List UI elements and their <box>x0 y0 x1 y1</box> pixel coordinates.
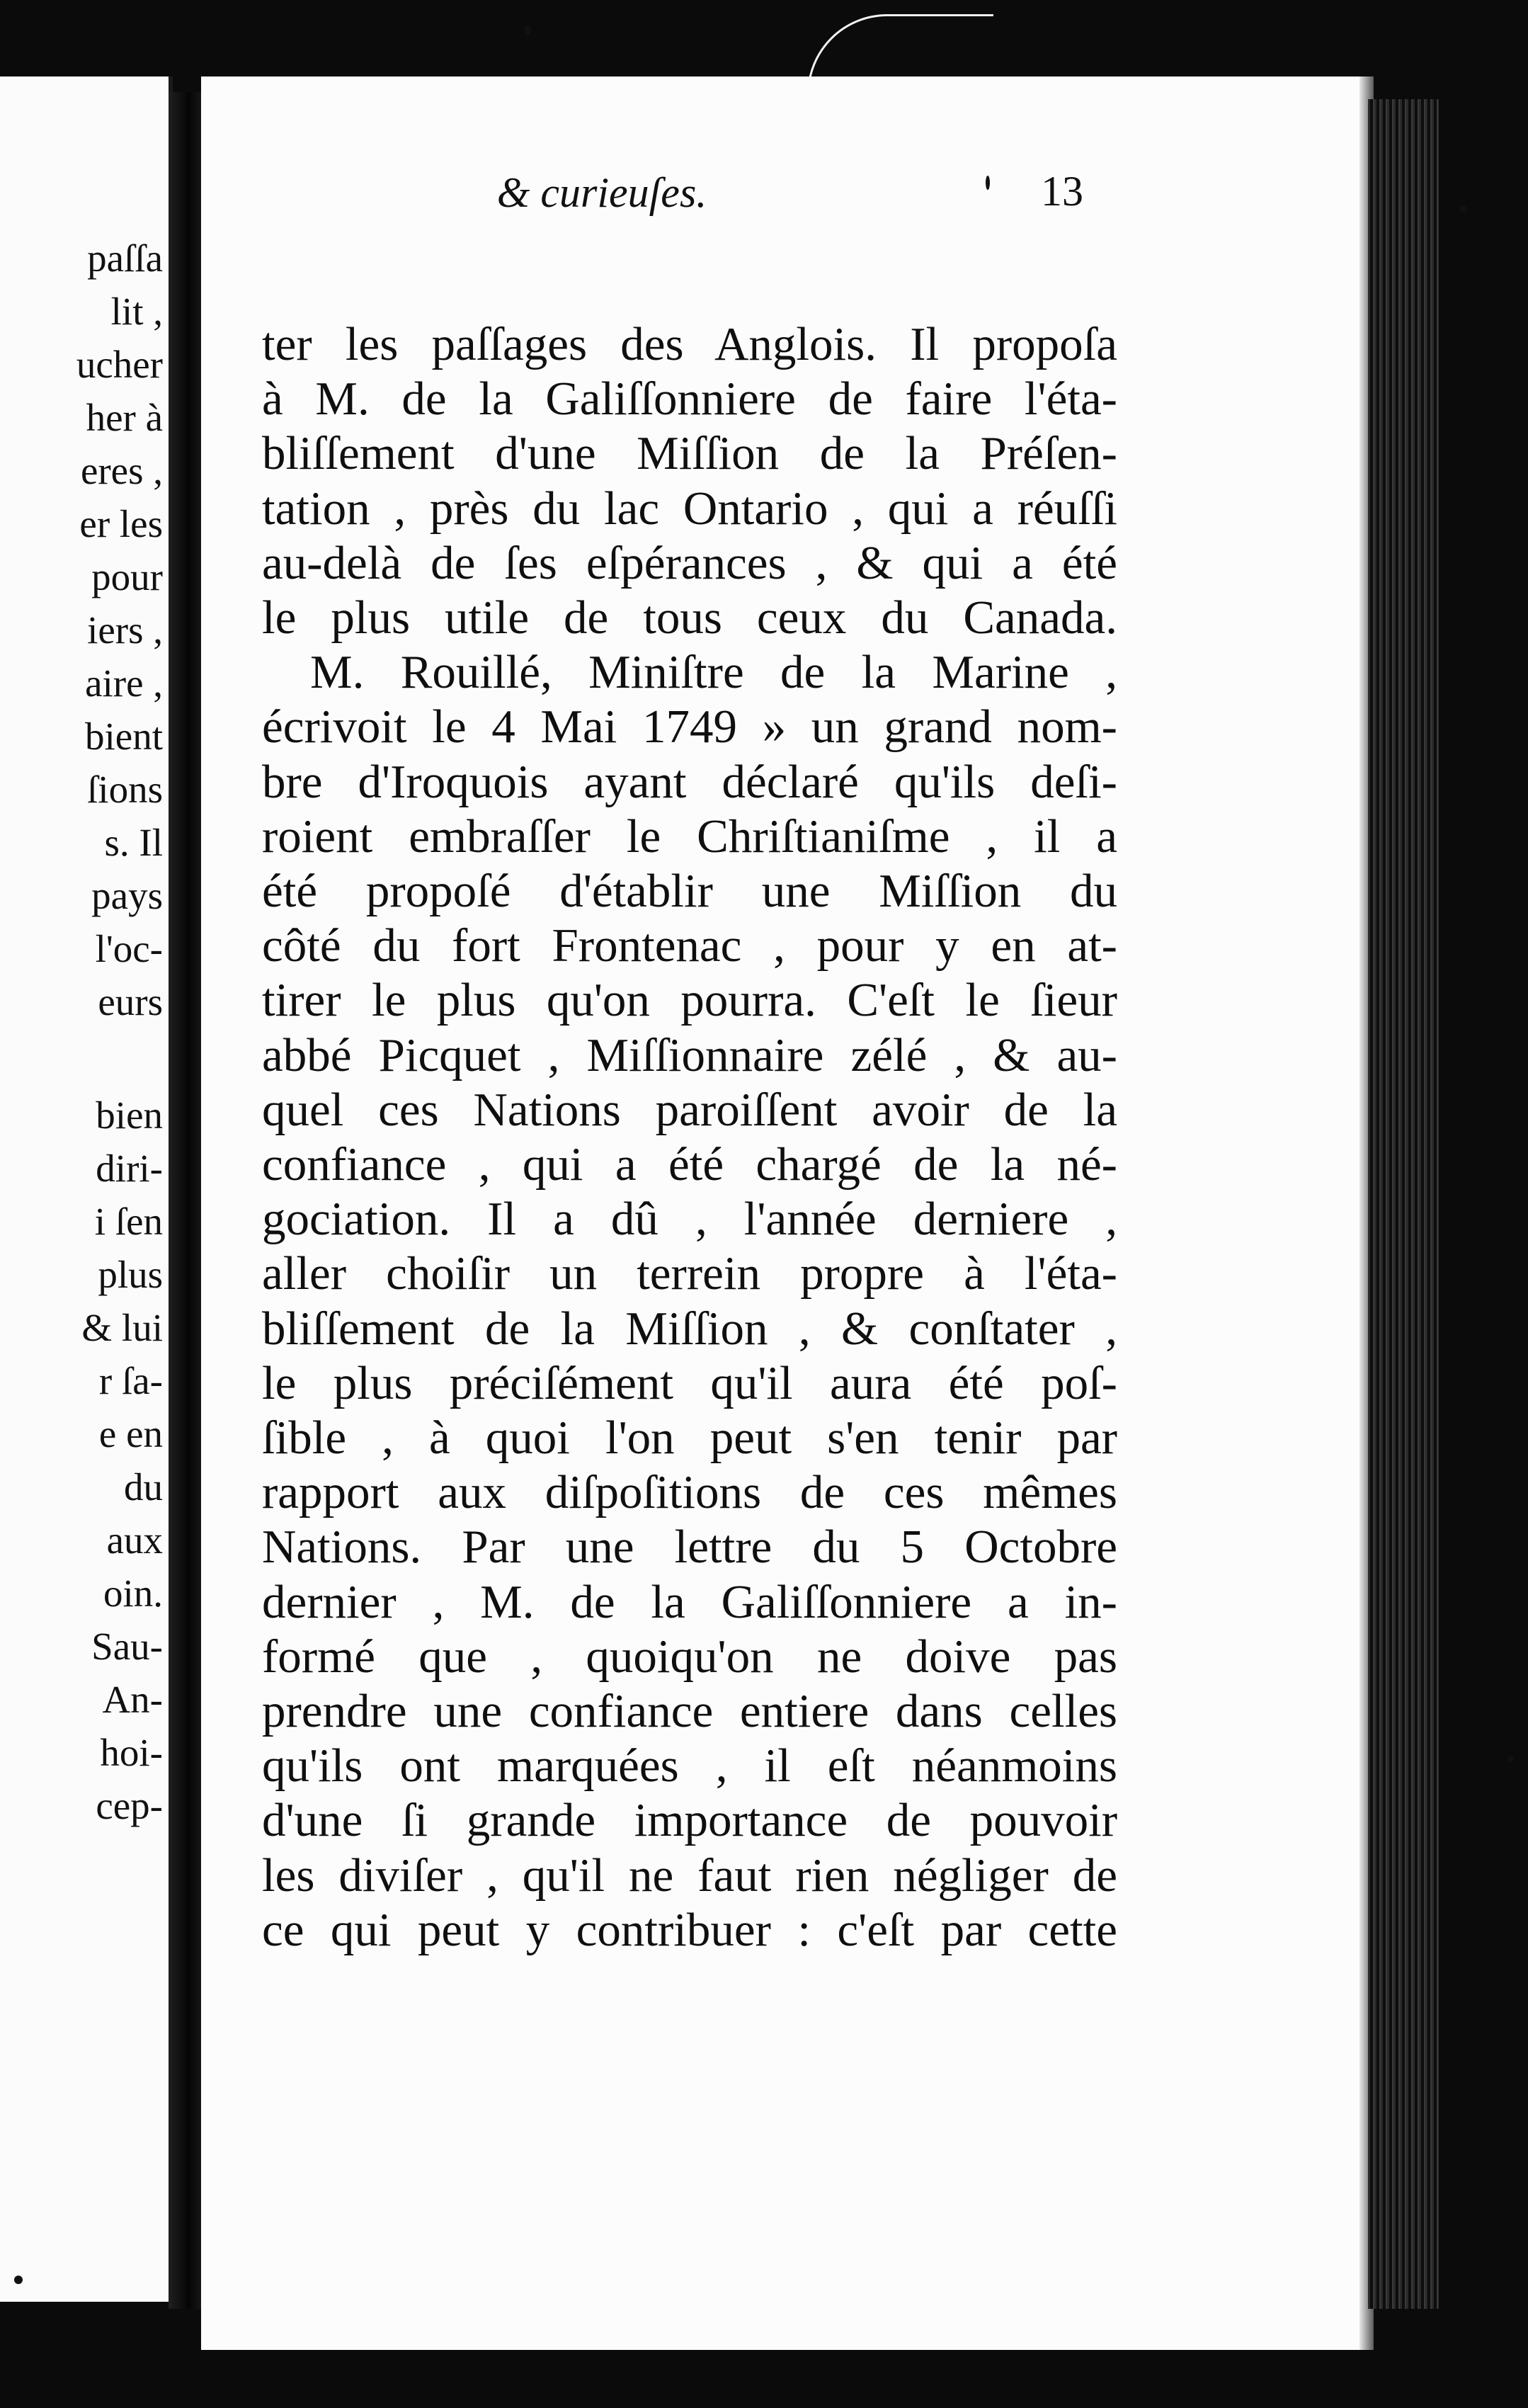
body-text-line: côté du fort Frontenac , pour y en at- <box>262 919 1117 972</box>
left-page-line: aux <box>106 1518 163 1562</box>
body-text-line: M. Rouillé, Miniſtre de la Marine , <box>310 646 1117 698</box>
left-page-line: pour <box>91 555 163 598</box>
left-page-line: i ſen <box>94 1200 163 1243</box>
left-page-line: du <box>124 1465 163 1509</box>
left-page-line: s. Il <box>104 821 163 864</box>
left-page-line: her à <box>86 396 163 439</box>
left-page-line: paſſa <box>87 237 163 280</box>
left-page-line: plus <box>98 1253 163 1296</box>
left-page-line: er les <box>79 502 163 545</box>
body-text-line: le plus préciſément qu'il aura été poſ- <box>262 1357 1117 1409</box>
left-page-line: oin. <box>103 1572 163 1615</box>
left-page-line: An- <box>102 1678 163 1721</box>
left-page-line: e en <box>98 1412 163 1455</box>
left-page-line: r ſa- <box>98 1359 163 1402</box>
left-page-line: diri- <box>96 1147 163 1190</box>
left-page-line: ſions <box>87 768 163 811</box>
body-text-line: prendre une confiance entiere dans celles <box>262 1685 1117 1737</box>
running-head: & curieuſes. <box>496 169 707 216</box>
left-page-line: ucher <box>76 343 163 386</box>
body-text-line: quel ces Nations paroiſſent avoir de la <box>262 1084 1117 1136</box>
body-text-line: roient embraſſer le Chriſtianiſme , il a <box>262 810 1117 863</box>
body-text-line: formé que , quoiqu'on ne doive pas <box>262 1630 1117 1683</box>
page-number: 13 <box>1041 168 1083 215</box>
left-page-line: eurs <box>98 980 163 1023</box>
left-page-line: aire , <box>85 661 163 705</box>
left-page-line: lit , <box>110 290 163 333</box>
body-text-line: à M. de la Galiſſonniere de faire l'éta- <box>262 373 1117 425</box>
body-text-line: les diviſer , qu'il ne faut rien négliger de <box>262 1849 1117 1902</box>
left-page-line: l'oc- <box>95 927 163 970</box>
body-text-line: qu'ils ont marquées , il eſt néanmoins <box>262 1739 1117 1792</box>
body-text-line: d'une ſi grande importance de pouvoir <box>262 1794 1117 1846</box>
left-page-line: pays <box>91 874 163 917</box>
body-text-line: bre d'Iroquois ayant déclaré qu'ils deſi- <box>262 756 1117 808</box>
left-page-line: bient <box>85 715 163 758</box>
body-text-line: tirer le plus qu'on pourra. C'eſt le ſieur <box>262 974 1117 1026</box>
body-text-line: écrivoit le 4 Mai 1749 » un grand nom- <box>262 700 1117 753</box>
body-text-line: tation , près du lac Ontario , qui a réuſſi <box>262 482 1117 535</box>
body-text-line: ter les paſſages des Anglois. Il propoſa <box>262 318 1117 370</box>
body-text-line: dernier , M. de la Galiſſonniere a in- <box>262 1576 1117 1628</box>
body-text-line: bliſſement d'une Miſſion de la Préſen- <box>262 427 1117 479</box>
left-page-line: Sau- <box>91 1625 163 1668</box>
left-page-line: bien <box>96 1094 163 1137</box>
left-page-line: hoi- <box>100 1731 163 1774</box>
body-text-line: au-delà de ſes eſpérances , & qui a été <box>262 537 1117 589</box>
body-text-line: aller choiſir un terrein propre à l'éta- <box>262 1247 1117 1300</box>
left-page-line: cep- <box>96 1784 163 1827</box>
body-text-line: rapport aux diſpoſitions de ces mêmes <box>262 1466 1117 1518</box>
body-text-line: gociation. Il a dû , l'année derniere , <box>262 1193 1117 1245</box>
ink-speck <box>14 2276 23 2284</box>
body-text-line: le plus utile de tous ceux du Canada. <box>262 591 1117 644</box>
body-text-line: abbé Picquet , Miſſionnaire zélé , & au- <box>262 1029 1117 1081</box>
body-text-line: Nations. Par une lettre du 5 Octobre <box>262 1521 1117 1573</box>
book-page-edges <box>1368 99 1439 2309</box>
left-facing-page <box>0 76 173 2302</box>
body-text-line: été propoſé d'établir une Miſſion du <box>262 865 1117 917</box>
body-text-line: confiance , qui a été chargé de la né- <box>262 1138 1117 1191</box>
body-text-line: ce qui peut y contribuer : c'eſt par cette <box>262 1904 1117 1956</box>
body-text-line: bliſſement de la Miſſion , & conſtater , <box>262 1302 1117 1355</box>
left-page-line: eres , <box>80 449 163 492</box>
left-page-line: & lui <box>81 1306 163 1349</box>
body-text-line: ſible , à quoi l'on peut s'en tenir par <box>262 1412 1117 1464</box>
left-page-line: iers , <box>87 608 163 652</box>
